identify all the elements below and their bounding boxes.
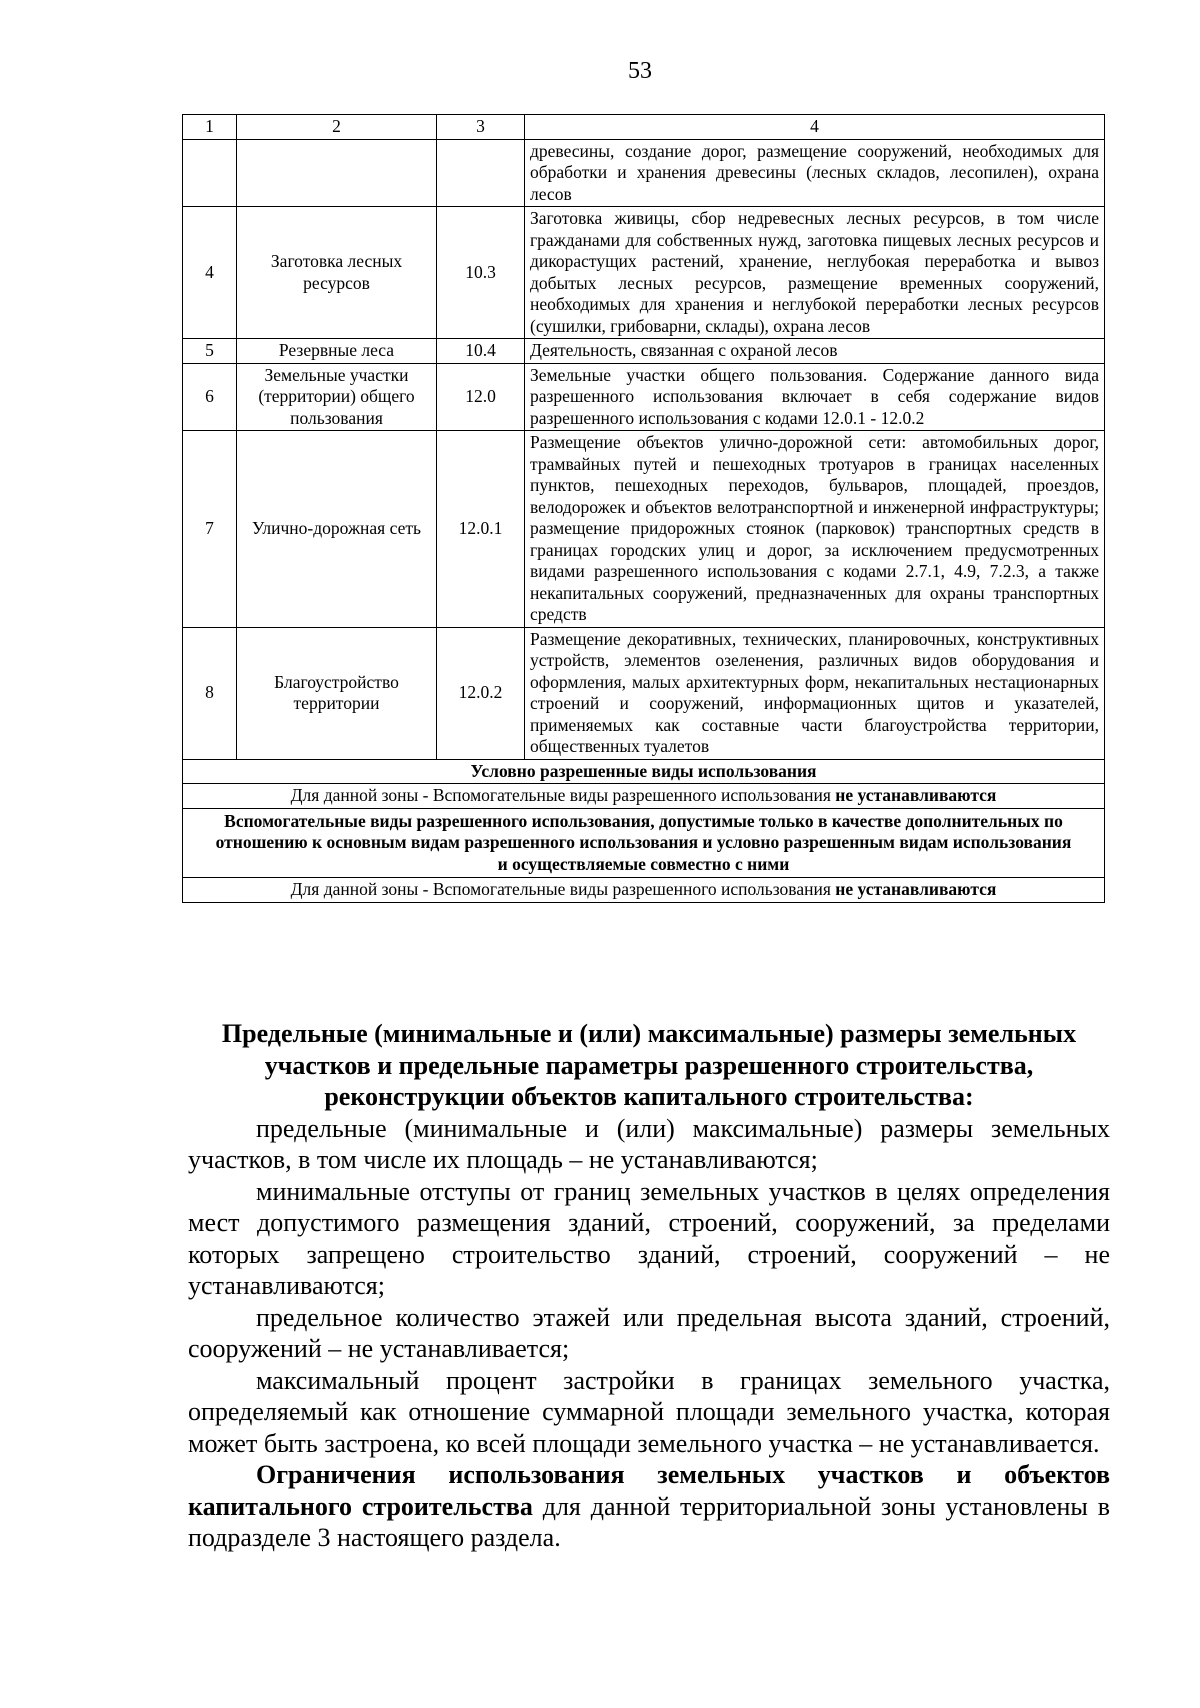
land-use-table bbox=[182, 114, 1105, 903]
auxiliary-note bbox=[183, 878, 1105, 903]
conditional-note-bold: не устанавливаются bbox=[835, 785, 997, 805]
conditional-heading-row bbox=[183, 759, 1105, 784]
row-number bbox=[183, 139, 237, 207]
table-row bbox=[183, 339, 1105, 364]
conditional-note-text: Для данной зоны - Вспомогательные виды разрешенного использования bbox=[290, 785, 836, 805]
table-row bbox=[183, 431, 1105, 628]
row-name bbox=[237, 139, 437, 207]
paragraph: предельное количество этажей или предельная высота зданий, строений, сооружений – не устанавливается; bbox=[188, 1302, 1110, 1363]
column-header: 2 bbox=[237, 115, 437, 140]
row-code: 12.0 bbox=[437, 363, 525, 431]
row-description: древесины, создание дорог, размещение сооружений, необходимых для обработки и хранения древесины (лесных складов, лесопилен), охрана лесов bbox=[525, 139, 1105, 207]
parameters-heading: Предельные (минимальные и (или) максимальные) размеры земельных участков и предельные параметры разрешенного строительства, реконструкции объектов капитального строительства: bbox=[221, 1019, 1077, 1111]
auxiliary-note-text: Для данной зоны - Вспомогательные виды разрешенного использования bbox=[290, 879, 836, 899]
row-code: 12.0.2 bbox=[437, 627, 525, 759]
table-header-row bbox=[183, 115, 1105, 140]
row-number: 6 bbox=[183, 363, 237, 431]
row-number: 7 bbox=[183, 431, 237, 628]
row-number: 5 bbox=[183, 339, 237, 364]
auxiliary-note-bold: не устанавливаются bbox=[835, 879, 997, 899]
row-description: Размещение объектов улично-дорожной сети: автомобильных дорог, трамвайных путей и пешеходных тротуаров в границах населенных пунктов, пешеходных переходов, бульваров, площадей, проездов, велодорожек и объектов велотранспортной и инженерной инфраструктуры; размещение придорожных стоянок (парковок) транспортных средств в границах городских улиц и дорог, за исключением предусмотренных видами разрешенного использования с кодами 2.7.1, 4.9, 7.2.3, а также некапитальных сооружений, предназначенных для охраны транспортных средств bbox=[525, 431, 1105, 628]
restrictions-rest: для данной территориальной зоны установлены в подразделе 3 настоящего раздела. bbox=[188, 1491, 1110, 1552]
column-header: 3 bbox=[437, 115, 525, 140]
table-row bbox=[183, 363, 1105, 431]
table-row bbox=[183, 627, 1105, 759]
row-name: Заготовка лесных ресурсов bbox=[237, 207, 437, 339]
auxiliary-heading-row bbox=[183, 808, 1105, 878]
row-code: 12.0.1 bbox=[437, 431, 525, 628]
row-description: Земельные участки общего пользования. Содержание данного вида разрешенного использования включает в себя содержание видов разрешенного использования с кодами 12.0.1 - 12.0.2 bbox=[525, 363, 1105, 431]
column-header: 4 bbox=[525, 115, 1105, 140]
restrictions-bold: Ограничения использования земельных участков и объектов капитального строительства bbox=[188, 1460, 1110, 1521]
paragraph: максимальный процент застройки в границах земельного участка, определяемый как отношение суммарной площади земельного участка, которая может быть застроена, ко всей площади земельного участка – не устанавливается. bbox=[188, 1365, 1110, 1458]
table-row bbox=[183, 139, 1105, 207]
parameters-section bbox=[188, 1018, 1110, 1554]
column-header: 1 bbox=[183, 115, 237, 140]
row-name: Благоустройство территории bbox=[237, 627, 437, 759]
row-name: Резервные леса bbox=[237, 339, 437, 364]
row-description: Заготовка живицы, сбор недревесных лесных ресурсов, в том числе гражданами для собственных нужд, заготовка пищевых лесных ресурсов и дикорастущих растений, хранение, неглубокая переработка и вывоз добытых лесных ресурсов, размещение временных сооружений, необходимых для хранения и неглубокой переработки лесных ресурсов (сушилки, грибоварни, склады), охрана лесов bbox=[525, 207, 1105, 339]
row-name: Улично-дорожная сеть bbox=[237, 431, 437, 628]
paragraph: минимальные отступы от границ земельных участков в целях определения мест допустимого размещения зданий, строений, сооружений, за пределами которых запрещено строительство зданий, строений, сооружений – не устанавливаются; bbox=[188, 1176, 1110, 1300]
row-code bbox=[437, 139, 525, 207]
row-name: Земельные участки (территории) общего пользования bbox=[237, 363, 437, 431]
table-row bbox=[183, 207, 1105, 339]
row-description: Деятельность, связанная с охраной лесов bbox=[525, 339, 1105, 364]
row-number: 8 bbox=[183, 627, 237, 759]
conditional-heading: Условно разрешенные виды использования bbox=[183, 759, 1105, 784]
row-code: 10.3 bbox=[437, 207, 525, 339]
page-number: 53 bbox=[628, 58, 652, 84]
paragraph: предельные (минимальные и (или) максимальные) размеры земельных участков, в том числе их площадь – не устанавливаются; bbox=[188, 1113, 1110, 1174]
conditional-note bbox=[183, 784, 1105, 809]
restrictions-paragraph bbox=[188, 1459, 1110, 1554]
auxiliary-note-row bbox=[183, 878, 1105, 903]
row-code: 10.4 bbox=[437, 339, 525, 364]
row-description: Размещение декоративных, технических, планировочных, конструктивных устройств, элементов озеленения, различных видов оборудования и оформления, малых архитектурных форм, некапитальных нестационарных строений и сооружений, информационных щитов и указателей, применяемых как составные части благоустройства территории, общественных туалетов bbox=[525, 627, 1105, 759]
row-number: 4 bbox=[183, 207, 237, 339]
auxiliary-heading: Вспомогательные виды разрешенного использования, допустимые только в качестве дополнительных по отношению к основным видам разрешенного использования и условно разрешенным видам использования и осуществляемые совместно с ними bbox=[183, 808, 1105, 878]
conditional-note-row bbox=[183, 784, 1105, 809]
